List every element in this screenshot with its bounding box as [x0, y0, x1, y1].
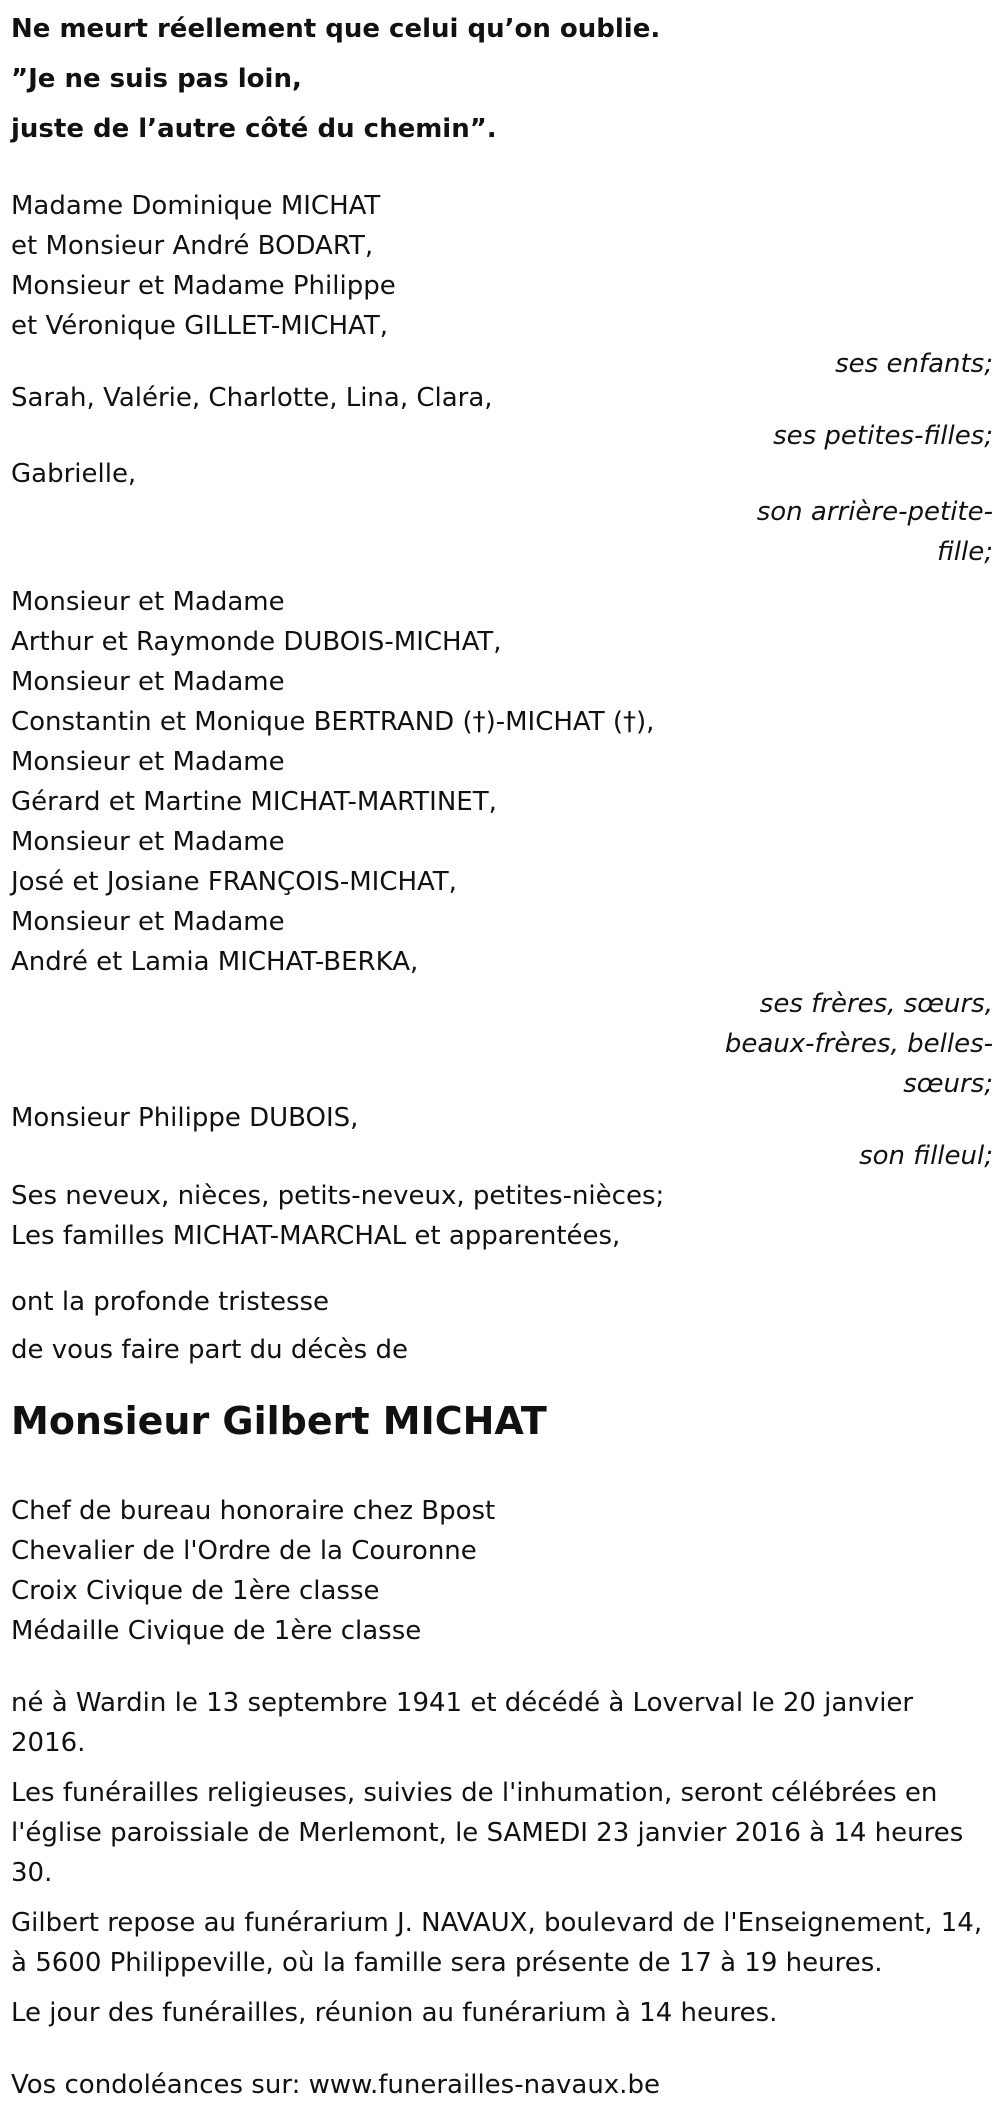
relation-label-line: son arrière-petite-: [756, 497, 993, 527]
announcement-line: ont la profonde tristesse: [11, 1287, 330, 1317]
relation-label: ses enfants;: [835, 349, 993, 379]
relation-label-line: fille;: [937, 537, 993, 567]
announcement-line: de vous faire part du décès de: [11, 1335, 408, 1365]
family-line: Gérard et Martine MICHAT-MARTINET,: [11, 787, 497, 817]
children-block: [11, 186, 993, 384]
funeral-text: Les funérailles religieuses, suivies de l'inhumation, seront célébrées en l'église paroissiale de Merlemont, le SAMEDI 23 janvier 2016 à 14 heures 30.: [11, 1778, 964, 1888]
family-line: Sarah, Valérie, Charlotte, Lina, Clara,: [11, 383, 493, 413]
deceased-titles: [11, 1491, 993, 1651]
family-line: Madame Dominique MICHAT: [11, 191, 381, 221]
others-block: [11, 1176, 993, 1256]
relation-label: son filleul;: [859, 1141, 993, 1171]
condolences-link[interactable]: Vos condoléances sur: www.funerailles-navaux.be: [11, 2070, 660, 2100]
announcement-block: [11, 1278, 993, 1374]
family-line: Monsieur et Madame: [11, 827, 285, 857]
family-line: Gabrielle,: [11, 459, 137, 489]
quote-line: ”Je ne suis pas loin,: [11, 64, 302, 94]
honor-line: Chevalier de l'Ordre de la Couronne: [11, 1536, 477, 1566]
honor-line: Croix Civique de 1ère classe: [11, 1576, 380, 1606]
siblings-block: [11, 582, 993, 1104]
quote-line: juste de l’autre côté du chemin”.: [11, 114, 497, 144]
obituary-page: [11, 4, 993, 2105]
family-line: et Monsieur André BODART,: [11, 231, 374, 261]
honor-line: Médaille Civique de 1ère classe: [11, 1616, 422, 1646]
family-line: Monsieur et Madame Philippe: [11, 271, 396, 301]
family-line: José et Josiane FRANÇOIS-MICHAT,: [11, 867, 457, 897]
relation-label: [673, 492, 993, 572]
meeting-text: Le jour des funérailles, réunion au funérarium à 14 heures.: [11, 1998, 778, 2028]
family-line: Monsieur et Madame: [11, 587, 285, 617]
family-line: Constantin et Monique BERTRAND (†)-MICHAT (†),: [11, 707, 655, 737]
family-line: Monsieur Philippe DUBOIS,: [11, 1103, 359, 1133]
godson-block: [11, 1098, 993, 1176]
granddaughters-block: [11, 378, 993, 456]
relation-label: [673, 984, 993, 1104]
quote-line: Ne meurt réellement que celui qu’on oublie.: [11, 14, 661, 44]
relation-label-line: beaux-frères, belles-: [724, 1029, 993, 1059]
deceased-name: Monsieur Gilbert MICHAT: [11, 1399, 547, 1443]
details-block: [11, 1683, 993, 2033]
repose-text: Gilbert repose au funérarium J. NAVAUX, boulevard de l'Enseignement, 14, à 5600 Philippeville, où la famille sera présente de 17 à 19 heures.: [11, 1908, 983, 1978]
relation-label-line: ses frères, sœurs,: [759, 989, 993, 1019]
relation-label: ses petites-filles;: [773, 421, 993, 451]
family-line: Arthur et Raymonde DUBOIS-MICHAT,: [11, 627, 502, 657]
family-line: Les familles MICHAT-MARCHAL et apparentées,: [11, 1221, 621, 1251]
family-line: Monsieur et Madame: [11, 667, 285, 697]
family-line: André et Lamia MICHAT-BERKA,: [11, 947, 419, 977]
epitaph-quote: [11, 4, 993, 154]
family-line: Ses neveux, nièces, petits-neveux, petites-nièces;: [11, 1181, 665, 1211]
family-line: et Véronique GILLET-MICHAT,: [11, 311, 388, 341]
relation-label-line: sœurs;: [903, 1069, 993, 1099]
honor-line: Chef de bureau honoraire chez Bpost: [11, 1496, 496, 1526]
family-line: Monsieur et Madame: [11, 907, 285, 937]
birth-death-text: né à Wardin le 13 septembre 1941 et décédé à Loverval le 20 janvier 2016.: [11, 1688, 914, 1758]
family-line: Monsieur et Madame: [11, 747, 285, 777]
great-granddaughter-block: [11, 454, 993, 572]
